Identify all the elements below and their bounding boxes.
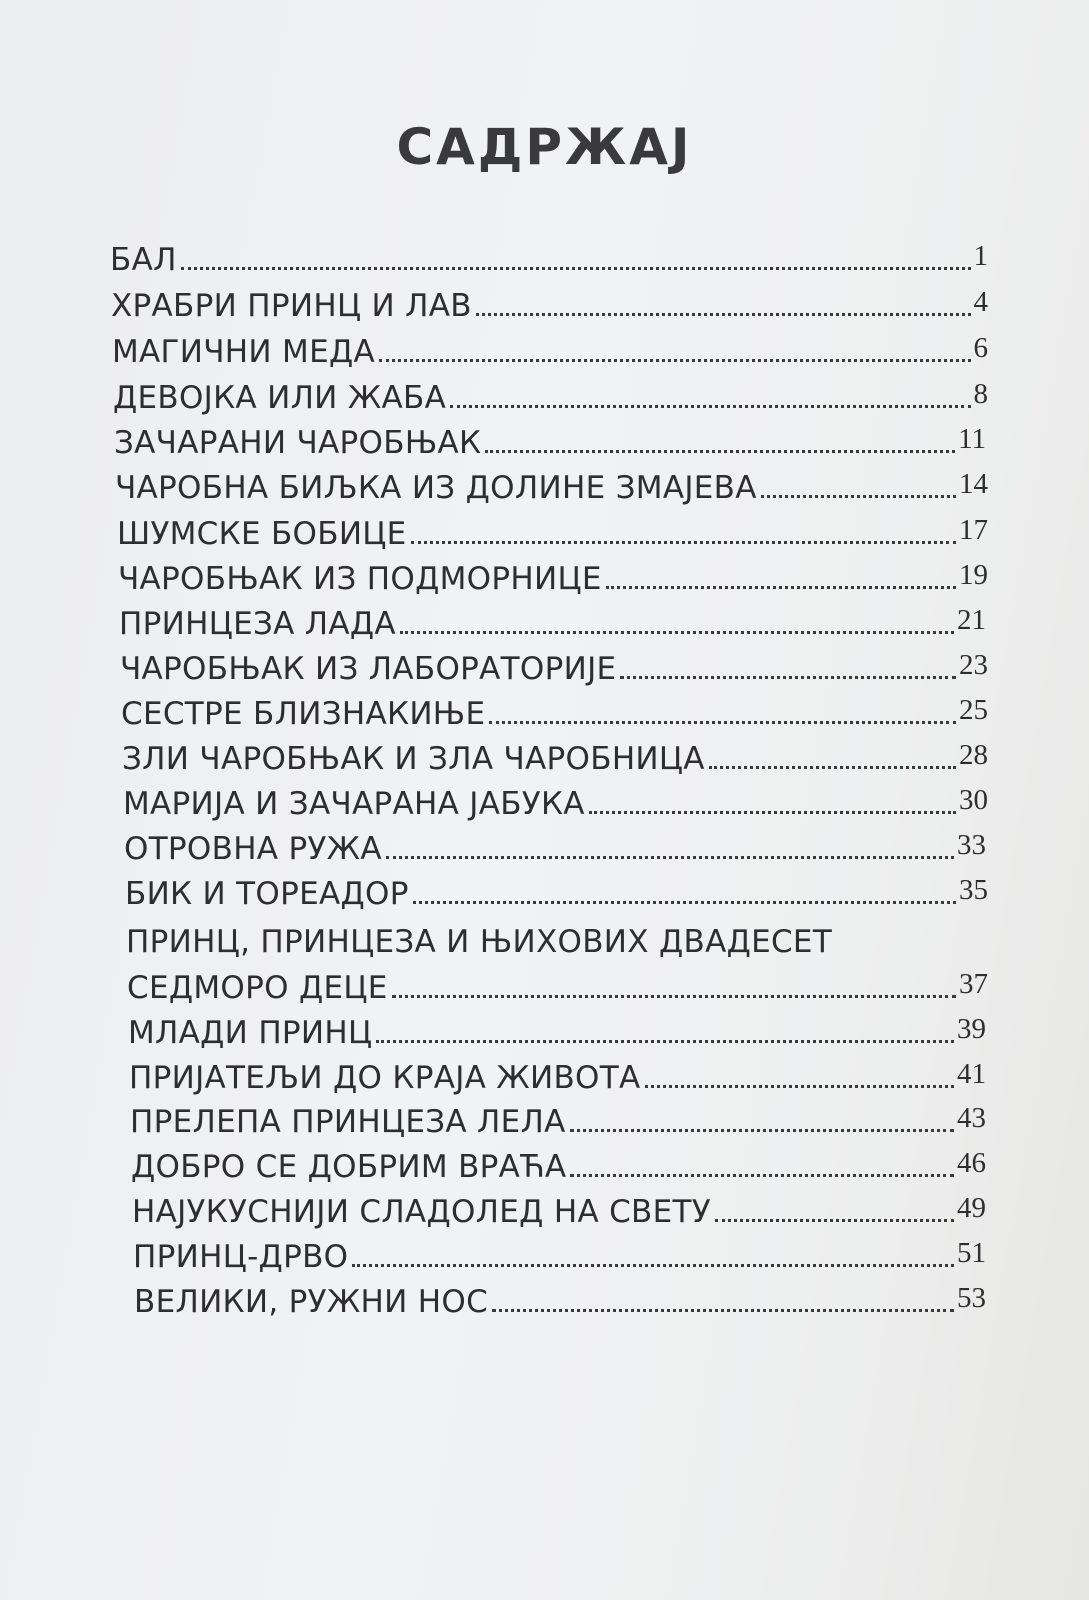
toc-entry-title: СЕСТРЕ БЛИЗНАКИЊЕ xyxy=(121,696,486,732)
toc-entry-title: БАЛ xyxy=(110,242,177,278)
toc-entry xyxy=(121,692,988,732)
page-title: САДРЖАЈ xyxy=(396,118,693,176)
toc-entry xyxy=(119,602,986,642)
toc-entry xyxy=(127,966,988,1006)
dot-leader xyxy=(645,1085,955,1088)
toc-entry-page-number: 21 xyxy=(957,604,986,636)
toc-entry xyxy=(117,512,988,552)
dot-leader xyxy=(620,676,956,679)
dot-leader xyxy=(400,631,954,634)
toc-entry-title: ПРЕЛЕПА ПРИНЦЕЗА ЛЕЛА xyxy=(130,1104,566,1140)
toc-entry xyxy=(111,284,988,324)
toc-entry-page-number: 51 xyxy=(957,1237,986,1269)
dot-leader xyxy=(352,1264,954,1267)
toc-entry-title: ВЕЛИКИ, РУЖНИ НОС xyxy=(134,1284,489,1320)
toc-entry-page-number: 28 xyxy=(959,739,988,771)
toc-entry-page-number: 33 xyxy=(957,829,986,861)
toc-entry-title: ЧАРОБЊАК ИЗ ПОДМОРНИЦЕ xyxy=(118,561,602,597)
dot-leader xyxy=(413,901,956,904)
toc-entry-page-number: 43 xyxy=(957,1102,986,1134)
toc-entry xyxy=(129,1056,986,1096)
toc-entry xyxy=(112,330,988,370)
toc-entry-page-number: 19 xyxy=(959,559,988,591)
toc-entry xyxy=(123,782,988,822)
dot-leader xyxy=(476,313,971,316)
toc-entry-title: ЧАРОБНА БИЉКА ИЗ ДОЛИНЕ ЗМАЈЕВА xyxy=(115,470,757,506)
toc-entry-title: ЧАРОБЊАК ИЗ ЛАБОРАТОРИЈЕ xyxy=(120,651,617,687)
toc-entry-page-number: 30 xyxy=(959,784,988,816)
toc-entry-page-number: 41 xyxy=(957,1058,986,1090)
toc-entry-title: ПРИЈАТЕЉИ ДО КРАЈА ЖИВОТА xyxy=(129,1060,641,1096)
toc-entry xyxy=(124,827,986,867)
dot-leader xyxy=(386,856,954,859)
toc-entry xyxy=(132,1190,986,1230)
toc-entry-title: ЗЛИ ЧАРОБЊАК И ЗЛА ЧАРОБНИЦА xyxy=(122,741,705,777)
toc-entry-title: ШУМСКЕ БОБИЦЕ xyxy=(117,516,407,552)
toc-entry-title: ПРИНЦЕЗА ЛАДА xyxy=(119,606,396,642)
toc-entry xyxy=(134,1280,986,1320)
dot-leader xyxy=(709,766,956,769)
dot-leader xyxy=(376,1040,954,1043)
dot-leader xyxy=(392,995,956,998)
toc-entry-page-number: 49 xyxy=(957,1192,986,1224)
toc-entry-page-number: 1 xyxy=(973,240,988,272)
toc-entry-title: СЕДМОРО ДЕЦЕ xyxy=(127,970,388,1006)
dot-leader xyxy=(379,359,970,362)
toc-entry-page-number: 8 xyxy=(973,378,988,410)
toc-entry-page-number: 35 xyxy=(959,874,988,906)
toc-entry xyxy=(126,920,988,960)
dot-leader xyxy=(715,1219,954,1222)
toc-entry-page-number: 14 xyxy=(959,468,988,500)
toc-entry-title: БИК И ТОРЕАДОР xyxy=(125,876,409,912)
toc-entry xyxy=(122,737,988,777)
toc-entry-page-number: 11 xyxy=(958,423,986,455)
dot-leader xyxy=(570,1129,954,1132)
dot-leader xyxy=(485,450,955,453)
toc-entry-title: МАРИЈА И ЗАЧАРАНА ЈАБУКА xyxy=(123,786,585,822)
dot-leader xyxy=(761,495,956,498)
toc-entry-title: ХРАБРИ ПРИНЦ И ЛАВ xyxy=(111,288,472,324)
toc-entry-page-number: 39 xyxy=(957,1013,986,1045)
toc-entry-page-number: 6 xyxy=(973,332,988,364)
toc-entry-title: ЗАЧАРАНИ ЧАРОБЊАК xyxy=(114,425,482,461)
toc-entry-title: НАЈУКУСНИЈИ СЛАДОЛЕД НА СВЕТУ xyxy=(132,1194,711,1230)
toc-entry xyxy=(128,1011,986,1051)
dot-leader xyxy=(489,721,956,724)
dot-leader xyxy=(570,1174,954,1177)
toc-entry xyxy=(133,1235,986,1275)
toc-entry-page-number: 25 xyxy=(959,694,988,726)
toc-entry-page-number: 23 xyxy=(959,649,988,681)
toc-entry-page-number: 37 xyxy=(959,968,988,1000)
dot-leader xyxy=(589,811,956,814)
toc-entry xyxy=(113,376,988,416)
dot-leader xyxy=(492,1309,954,1312)
toc-entry xyxy=(130,1100,986,1140)
toc-entry xyxy=(110,238,988,278)
toc-entry-page-number: 46 xyxy=(957,1147,986,1179)
toc-entry-title: ДОБРО СЕ ДОБРИМ ВРАЋА xyxy=(131,1149,567,1185)
toc-entry-title: ПРИНЦ-ДРВО xyxy=(133,1239,349,1275)
toc-entry-title: ДЕВОЈКА ИЛИ ЖАБА xyxy=(113,380,447,416)
toc-entry xyxy=(131,1145,986,1185)
toc-entry-title: МАГИЧНИ МЕДА xyxy=(112,334,376,370)
toc-entry xyxy=(118,557,988,597)
toc-entry-title: ОТРОВНА РУЖА xyxy=(124,831,382,867)
dot-leader xyxy=(450,405,970,408)
toc-entry xyxy=(115,466,988,506)
toc-entry-title: МЛАДИ ПРИНЦ xyxy=(128,1015,373,1051)
toc-entry-title: ПРИНЦ, ПРИНЦЕЗА И ЊИХОВИХ ДВАДЕСЕТ xyxy=(126,924,833,960)
dot-leader xyxy=(411,541,956,544)
toc-entry xyxy=(120,647,988,687)
toc-entry xyxy=(125,872,988,912)
toc-entry-page-number: 53 xyxy=(957,1282,986,1314)
toc-entry-page-number: 4 xyxy=(973,286,988,318)
dot-leader xyxy=(606,586,956,589)
dot-leader xyxy=(181,267,971,270)
toc-entry-page-number: 17 xyxy=(959,514,988,546)
toc-entry xyxy=(114,421,986,461)
